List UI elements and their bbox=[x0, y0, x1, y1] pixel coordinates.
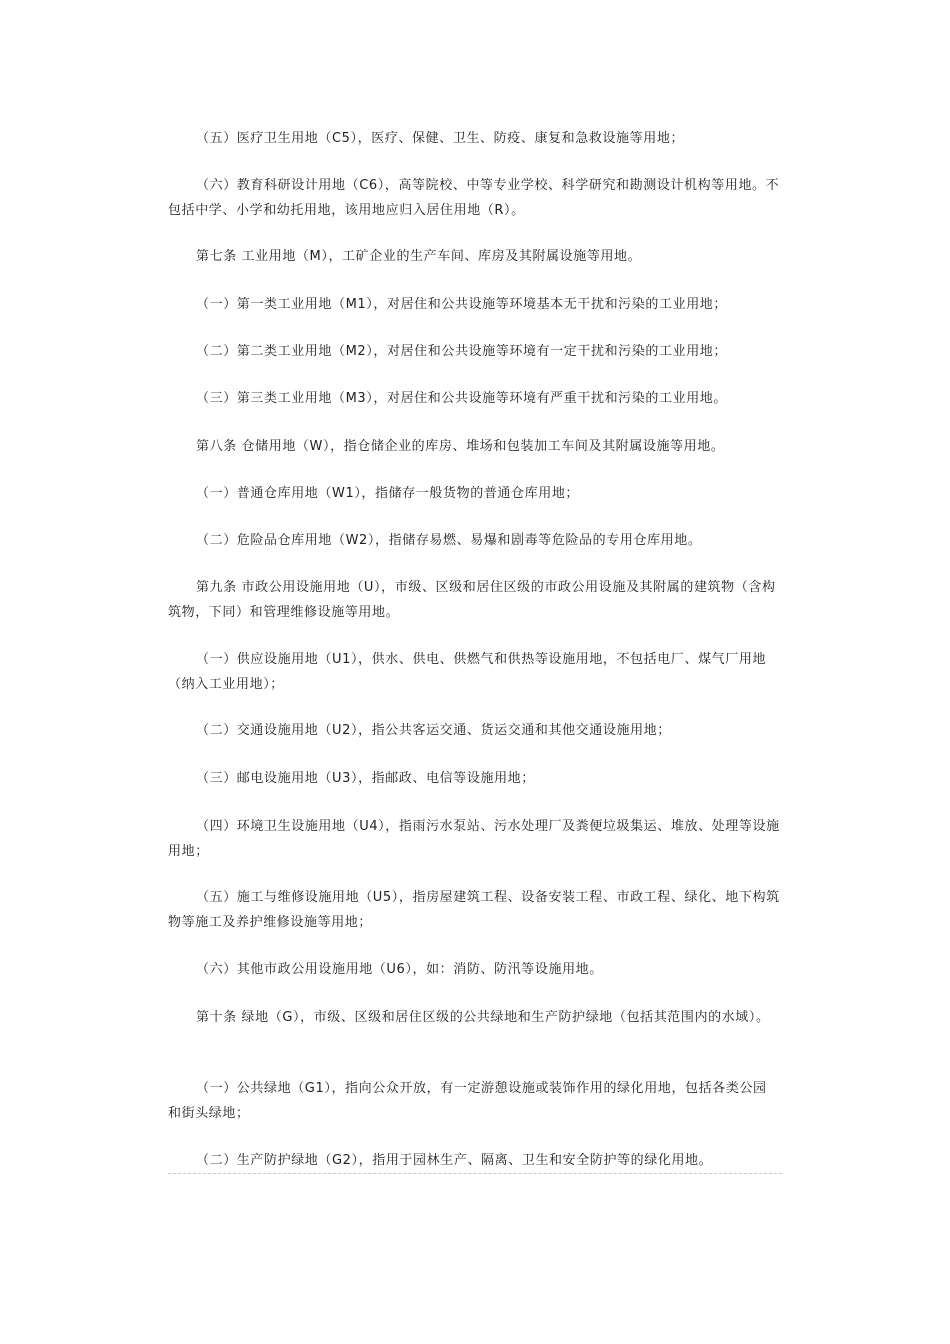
article-8-storage: 第八条 仓储用地（W），指仓储企业的库房、堆场和包装加工车间及其附属设施等用地。 bbox=[196, 439, 725, 454]
paragraph-c6: （六）教育科研设计用地（C6），高等院校、中等专业学校、科学研究和勘测设计机构等用地。不包括中学、小学和幼托用地，该用地应归入居住用地（R）。 bbox=[168, 178, 780, 218]
paragraph-u5: （五）施工与维修设施用地（U5），指房屋建筑工程、设备安装工程、市政工程、绿化、地下构筑物等施工及养护维修设施等用地； bbox=[168, 890, 780, 930]
article-7-industrial: 第七条 工业用地（M），工矿企业的生产车间、库房及其附属设施等用地。 bbox=[196, 249, 642, 264]
bottom-dashed-divider bbox=[168, 1173, 782, 1174]
paragraph-m2: （二）第二类工业用地（M2），对居住和公共设施等环境有一定干扰和污染的工业用地； bbox=[196, 344, 727, 359]
paragraph-u2: （二）交通设施用地（U2），指公共客运交通、货运交通和其他交通设施用地； bbox=[196, 723, 671, 738]
paragraph-g1: （一）公共绿地（G1），指向公众开放，有一定游憩设施或装饰作用的绿化用地，包括各类公园和街头绿地； bbox=[168, 1081, 767, 1121]
article-9-utilities: 第九条 市政公用设施用地（U），市级、区级和居住区级的市政公用设施及其附属的建筑物（含构筑物，下同）和管理维修设施等用地。 bbox=[168, 580, 776, 620]
paragraph-g2: （二）生产防护绿地（G2），指用于园林生产、隔离、卫生和安全防护等的绿化用地。 bbox=[196, 1153, 713, 1168]
paragraph-u6: （六）其他市政公用设施用地（U6），如：消防、防汛等设施用地。 bbox=[196, 962, 603, 977]
paragraph-w1: （一）普通仓库用地（W1），指储存一般货物的普通仓库用地； bbox=[196, 486, 580, 501]
paragraph-m1: （一）第一类工业用地（M1），对居住和公共设施等环境基本无干扰和污染的工业用地； bbox=[196, 297, 727, 312]
article-10-green: 第十条 绿地（G），市级、区级和居住区级的公共绿地和生产防护绿地（包括其范围内的水域）。 bbox=[196, 1010, 770, 1025]
paragraph-c5: （五）医疗卫生用地（C5），医疗、保健、卫生、防疫、康复和急救设施等用地； bbox=[196, 131, 685, 146]
paragraph-u1: （一）供应设施用地（U1），供水、供电、供燃气和供热等设施用地，不包括电厂、煤气厂用地（纳入工业用地）； bbox=[168, 652, 767, 692]
paragraph-u3: （三）邮电设施用地（U3），指邮政、电信等设施用地； bbox=[196, 771, 535, 786]
paragraph-u4: （四）环境卫生设施用地（U4），指雨污水泵站、污水处理厂及粪便垃圾集运、堆放、处理等设施用地； bbox=[168, 819, 780, 859]
paragraph-m3: （三）第三类工业用地（M3），对居住和公共设施等环境有严重干扰和污染的工业用地。 bbox=[196, 391, 727, 406]
paragraph-w2: （二）危险品仓库用地（W2），指储存易燃、易爆和剧毒等危险品的专用仓库用地。 bbox=[196, 533, 702, 548]
